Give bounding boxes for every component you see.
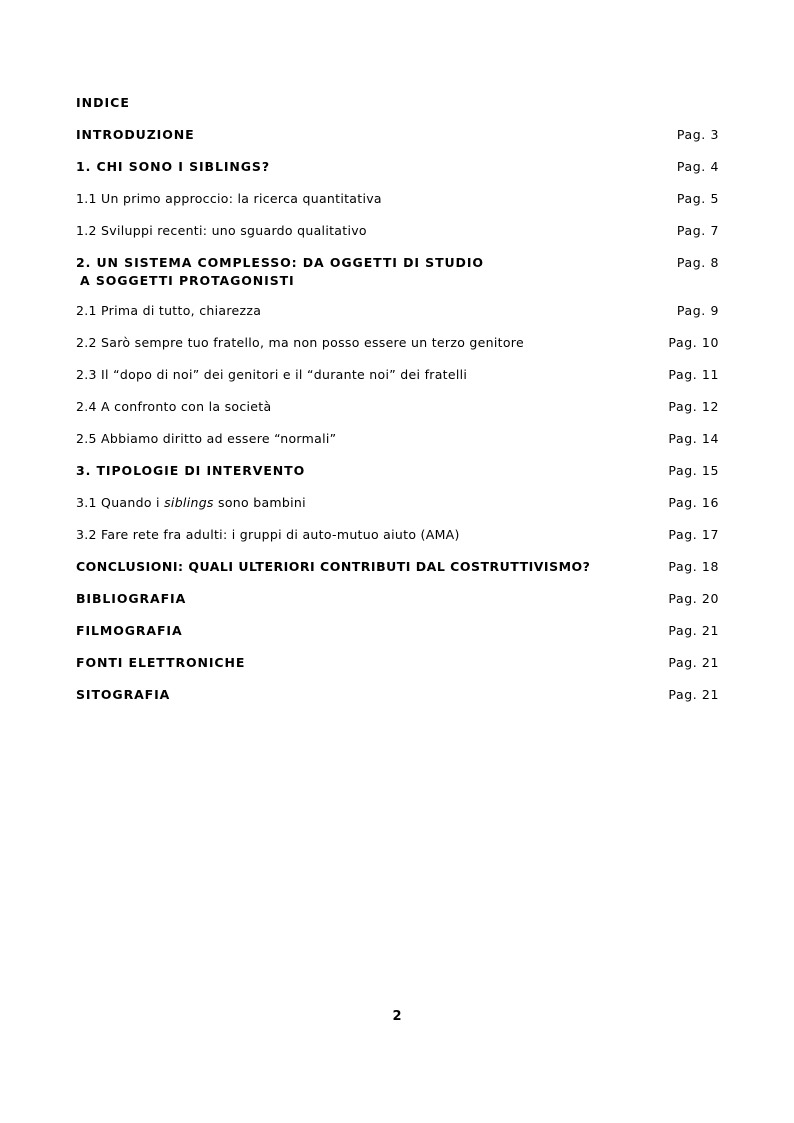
toc-entry-title: 2.5 Abbiamo diritto ad essere “normali” xyxy=(76,431,337,446)
toc-entry-sitografia xyxy=(76,686,719,718)
toc-entry-title: FILMOGRAFIA xyxy=(76,623,183,638)
toc-entry-chapter-2 xyxy=(76,254,719,302)
toc-entry-page: Pag. 11 xyxy=(668,367,719,382)
toc-entry-section-1-2 xyxy=(76,222,719,254)
toc-entry-title: CONCLUSIONI: QUALI ULTERIORI CONTRIBUTI DAL COSTRUTTIVISMO? xyxy=(76,559,591,574)
toc-entry-title: 2.3 Il “dopo di noi” dei genitori e il “durante noi” dei fratelli xyxy=(76,367,468,382)
toc-entry-page: Pag. 21 xyxy=(668,623,719,638)
toc-entry-section-2-2 xyxy=(76,334,719,366)
toc-entry-introduzione xyxy=(76,126,719,158)
toc-entry-section-2-5 xyxy=(76,430,719,462)
toc-entry-section-3-1 xyxy=(76,494,719,526)
toc-entry-chapter-1 xyxy=(76,158,719,190)
toc-entry-page: Pag. 3 xyxy=(676,127,719,142)
table-of-contents xyxy=(76,126,719,718)
toc-entry-title xyxy=(76,494,306,512)
toc-entry-title-emphasis: siblings xyxy=(164,495,214,510)
toc-entry-title-suffix: sono bambini xyxy=(213,495,306,510)
toc-entry-title: BIBLIOGRAFIA xyxy=(76,591,187,606)
toc-entry-title: 3. TIPOLOGIE DI INTERVENTO xyxy=(76,463,306,478)
toc-entry-title: 2.1 Prima di tutto, chiarezza xyxy=(76,303,262,318)
toc-entry-page: Pag. 17 xyxy=(668,527,719,542)
toc-entry-conclusioni xyxy=(76,558,719,590)
toc-entry-title-line2: A SOGGETTI PROTAGONISTI xyxy=(80,273,295,288)
toc-entry-title: SITOGRAFIA xyxy=(76,687,171,702)
toc-entry-page: Pag. 20 xyxy=(668,591,719,606)
toc-entry-section-2-4 xyxy=(76,398,719,430)
toc-entry-page: Pag. 16 xyxy=(668,495,719,510)
toc-entry-title xyxy=(76,254,484,290)
toc-heading: INDICE xyxy=(76,95,130,110)
toc-entry-title: 1.1 Un primo approccio: la ricerca quantitativa xyxy=(76,191,382,206)
toc-entry-section-3-2 xyxy=(76,526,719,558)
toc-entry-page: Pag. 7 xyxy=(676,223,719,238)
toc-entry-title: 1. CHI SONO I SIBLINGS? xyxy=(76,159,270,174)
toc-entry-bibliografia xyxy=(76,590,719,622)
toc-entry-section-2-3 xyxy=(76,366,719,398)
toc-entry-chapter-3 xyxy=(76,462,719,494)
toc-entry-title: FONTI ELETTRONICHE xyxy=(76,655,246,670)
toc-entry-fonti-elettroniche xyxy=(76,654,719,686)
toc-entry-page: Pag. 21 xyxy=(668,687,719,702)
toc-entry-page: Pag. 10 xyxy=(668,335,719,350)
toc-entry-title-prefix: 3.1 Quando i xyxy=(76,495,165,510)
toc-entry-page: Pag. 8 xyxy=(676,255,719,270)
toc-entry-page: Pag. 12 xyxy=(668,399,719,414)
toc-entry-section-1-1 xyxy=(76,190,719,222)
toc-entry-title: 3.2 Fare rete fra adulti: i gruppi di auto-mutuo aiuto (AMA) xyxy=(76,527,460,542)
toc-entry-filmografia xyxy=(76,622,719,654)
toc-entry-title-line1: 2. UN SISTEMA COMPLESSO: DA OGGETTI DI STUDIO xyxy=(76,255,484,270)
toc-entry-page: Pag. 14 xyxy=(668,431,719,446)
toc-entry-page: Pag. 4 xyxy=(676,159,719,174)
toc-entry-title: 1.2 Sviluppi recenti: uno sguardo qualitativo xyxy=(76,223,367,238)
toc-entry-page: Pag. 18 xyxy=(668,559,719,574)
toc-entry-page: Pag. 15 xyxy=(668,463,719,478)
page-number: 2 xyxy=(392,1009,402,1024)
toc-entry-title: 2.2 Sarò sempre tuo fratello, ma non posso essere un terzo genitore xyxy=(76,335,524,350)
toc-entry-page: Pag. 5 xyxy=(676,191,719,206)
toc-entry-page: Pag. 9 xyxy=(676,303,719,318)
toc-entry-page: Pag. 21 xyxy=(668,655,719,670)
toc-entry-section-2-1 xyxy=(76,302,719,334)
toc-entry-title: 2.4 A confronto con la società xyxy=(76,399,272,414)
toc-entry-title: INTRODUZIONE xyxy=(76,127,195,142)
